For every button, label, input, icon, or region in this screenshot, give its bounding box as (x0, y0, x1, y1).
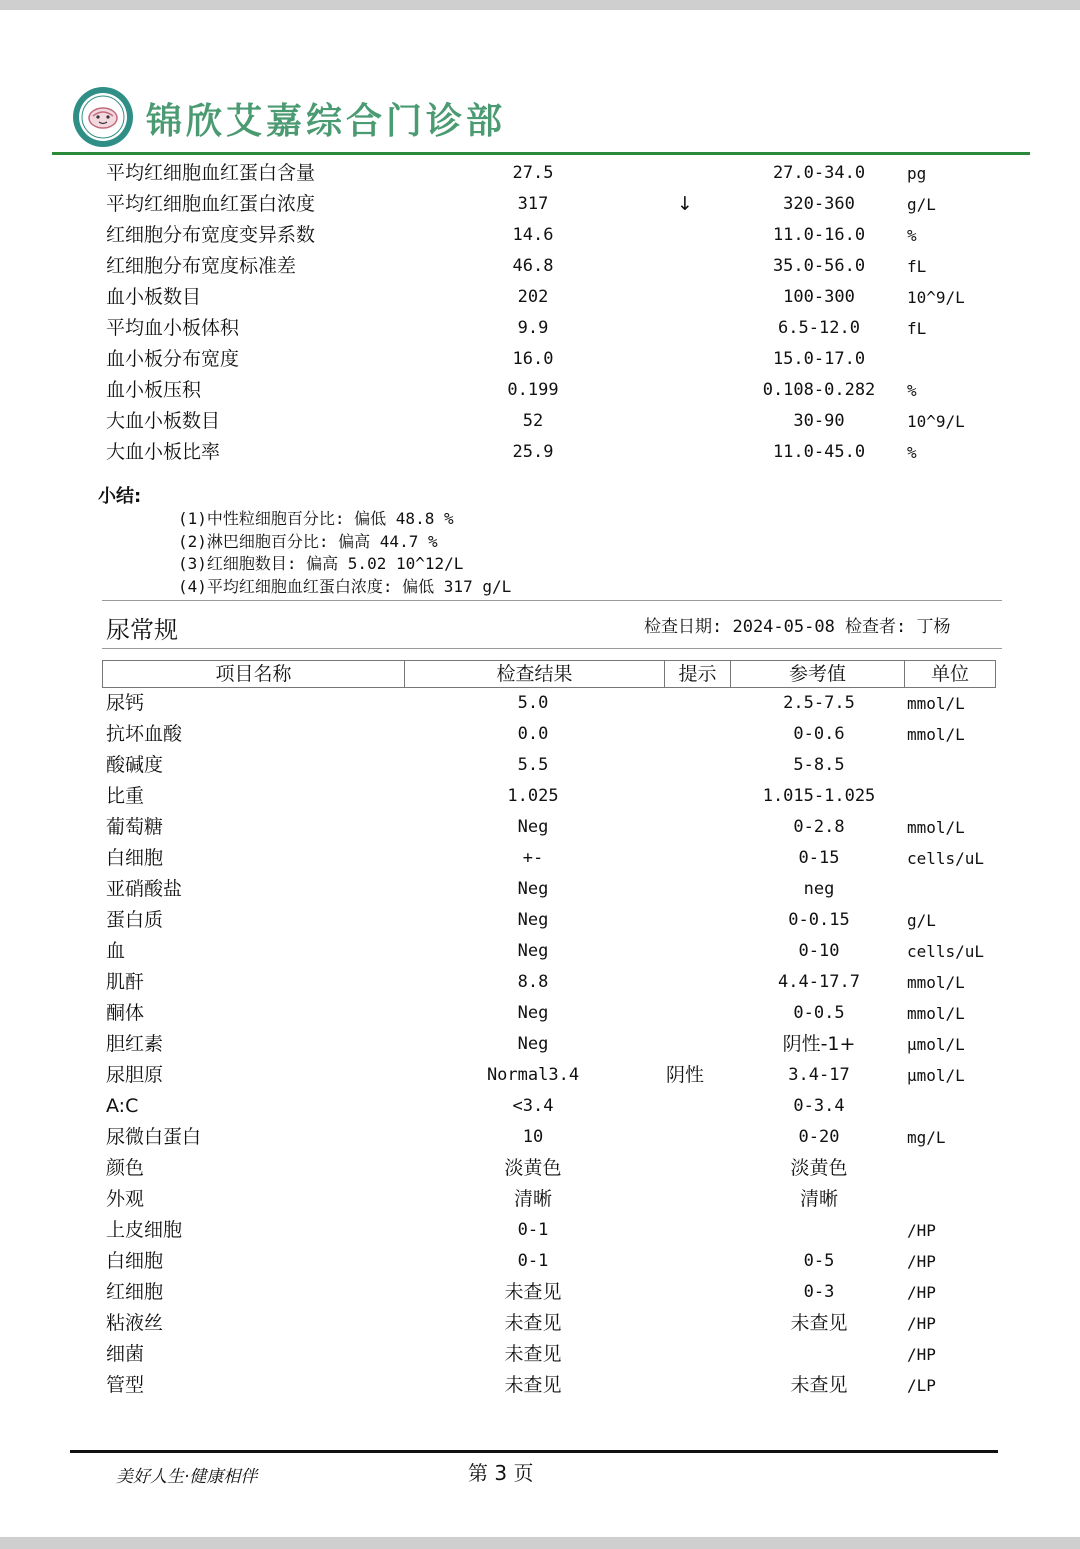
result-value: 14.6 (512, 225, 554, 245)
item-name: 上皮细胞 (106, 1219, 183, 1241)
table-header (102, 660, 996, 688)
item-name: 红细胞 (106, 1281, 164, 1303)
table-row (0, 1308, 1080, 1339)
section-title: 尿常规 (106, 616, 178, 644)
reference-range: 2.5-7.5 (783, 693, 855, 713)
reference-range: 阴性-1+ (782, 1033, 856, 1055)
table-row (0, 967, 1080, 998)
unit: 10^9/L (907, 412, 965, 431)
result-value: <3.4 (512, 1096, 554, 1116)
table-row (0, 1246, 1080, 1277)
table-row (0, 1184, 1080, 1215)
unit: % (907, 381, 917, 400)
reference-range: 淡黄色 (790, 1157, 848, 1179)
result-value: 未查见 (504, 1374, 562, 1396)
reference-range: 未查见 (790, 1312, 848, 1334)
unit: mmol/L (907, 1004, 965, 1023)
item-name: 外观 (106, 1188, 145, 1210)
reference-range: 6.5-12.0 (778, 318, 860, 338)
item-name: 粘液丝 (106, 1312, 164, 1334)
table-row (0, 843, 1080, 874)
bottom-scan-border (0, 1537, 1080, 1549)
result-value: 0.0 (517, 724, 549, 744)
item-name: 尿钙 (106, 692, 145, 714)
reference-range: 0-20 (798, 1127, 840, 1147)
result-value: 1.025 (507, 786, 559, 806)
result-value: 5.5 (517, 755, 549, 775)
result-value: Neg (517, 879, 549, 899)
reference-range: 清晰 (799, 1188, 838, 1210)
item-name: 抗坏血酸 (106, 723, 183, 745)
item-name: 颜色 (106, 1157, 145, 1179)
result-value: 0-1 (517, 1251, 549, 1271)
column-header-name: 项目名称 (103, 661, 405, 687)
unit: /HP (907, 1221, 936, 1240)
unit: cells/uL (907, 942, 985, 961)
reference-range: 0.108-0.282 (762, 380, 876, 400)
section-divider (102, 648, 1002, 649)
table-row (0, 781, 1080, 812)
reference-range: 1.015-1.025 (762, 786, 876, 806)
unit: mg/L (907, 1128, 946, 1147)
table-row (0, 282, 1080, 313)
result-value: 8.8 (517, 972, 549, 992)
table-row (0, 812, 1080, 843)
result-value: 16.0 (512, 349, 554, 369)
item-name: 白细胞 (106, 1250, 164, 1272)
table-row (0, 437, 1080, 468)
clinic-name: 锦欣艾嘉综合门诊部 (146, 100, 507, 142)
result-value: 25.9 (512, 442, 554, 462)
column-header-reference: 参考值 (731, 661, 905, 687)
result-value: 27.5 (512, 163, 554, 183)
item-name: 尿胆原 (106, 1064, 164, 1086)
item-name: 比重 (106, 785, 145, 807)
unit: μmol/L (907, 1066, 965, 1085)
reference-range: 27.0-34.0 (772, 163, 866, 183)
unit: mmol/L (907, 694, 965, 713)
result-value: Normal3.4 (486, 1065, 580, 1085)
reference-range: 0-3.4 (793, 1096, 845, 1116)
reference-range: 0-0.5 (793, 1003, 845, 1023)
table-row (0, 189, 1080, 220)
item-name: 肌酐 (106, 971, 145, 993)
result-value: 46.8 (512, 256, 554, 276)
result-value: Neg (517, 910, 549, 930)
reference-range: neg (803, 879, 835, 899)
item-name: 大血小板比率 (106, 441, 221, 463)
item-name: 血小板分布宽度 (106, 348, 240, 370)
reference-range: 0-10 (798, 941, 840, 961)
result-value: 317 (517, 194, 549, 214)
item-name: 血小板压积 (106, 379, 202, 401)
item-name: 白细胞 (106, 847, 164, 869)
result-value: 未查见 (504, 1281, 562, 1303)
item-name: 尿微白蛋白 (106, 1126, 202, 1148)
reference-range: 未查见 (790, 1374, 848, 1396)
hint-flag: ↓ (677, 193, 693, 215)
unit: mmol/L (907, 818, 965, 837)
unit: mmol/L (907, 725, 965, 744)
reference-range: 100-300 (783, 287, 855, 307)
summary-item: (1)中性粒细胞百分比: 偏低 48.8 % (178, 509, 454, 528)
item-name: 酮体 (106, 1002, 145, 1024)
table-row (0, 1153, 1080, 1184)
table-row (0, 1277, 1080, 1308)
summary-item: (2)淋巴细胞百分比: 偏高 44.7 % (178, 531, 438, 551)
item-name: A:C (106, 1095, 139, 1117)
page-number: 第 3 页 (468, 1461, 534, 1485)
table-row (0, 1215, 1080, 1246)
table-row (0, 688, 1080, 719)
reference-range: 0-0.6 (793, 724, 845, 744)
table-row (0, 905, 1080, 936)
table-row (0, 750, 1080, 781)
table-row (0, 251, 1080, 282)
item-name: 平均红细胞血红蛋白含量 (106, 162, 316, 184)
hint-flag: 阴性 (665, 1064, 704, 1086)
unit: % (907, 443, 917, 462)
unit: fL (907, 257, 927, 276)
footer-divider (70, 1450, 998, 1453)
result-value: 52 (522, 411, 544, 431)
reference-range: 3.4-17 (788, 1065, 850, 1085)
result-value: 9.9 (517, 318, 549, 338)
unit: /HP (907, 1314, 936, 1333)
result-value: Neg (517, 941, 549, 961)
table-row (0, 1091, 1080, 1122)
table-row (0, 344, 1080, 375)
unit: % (907, 226, 917, 245)
item-name: 红细胞分布宽度标准差 (106, 255, 297, 277)
summary-title: 小结: (98, 486, 142, 507)
reference-range: 0-15 (798, 848, 840, 868)
item-name: 大血小板数目 (106, 410, 221, 432)
table-row (0, 406, 1080, 437)
reference-range: 11.0-16.0 (772, 225, 866, 245)
summary-item: (3)红细胞数目: 偏高 5.02 10^12/L (178, 554, 464, 573)
table-row (0, 1122, 1080, 1153)
result-value: 未查见 (504, 1343, 562, 1365)
unit: pg (907, 164, 927, 183)
unit: /HP (907, 1252, 936, 1271)
summary-list (178, 508, 511, 598)
item-name: 亚硝酸盐 (106, 878, 183, 900)
item-name: 平均血小板体积 (106, 317, 240, 339)
section-divider (102, 600, 1002, 601)
header-divider (52, 152, 1030, 155)
table-row (0, 158, 1080, 189)
item-name: 管型 (106, 1374, 145, 1396)
result-value: 10 (522, 1127, 544, 1147)
column-header-hint: 提示 (665, 661, 731, 687)
reference-range: 4.4-17.7 (778, 972, 860, 992)
exam-meta: 检查日期: 2024-05-08 检查者: 丁杨 (644, 617, 951, 637)
unit: g/L (907, 911, 936, 930)
result-value: 淡黄色 (504, 1157, 562, 1179)
result-value: 202 (517, 287, 549, 307)
reference-range: 35.0-56.0 (772, 256, 866, 276)
result-value: 0-1 (517, 1220, 549, 1240)
item-name: 蛋白质 (106, 909, 164, 931)
table-row (0, 1370, 1080, 1401)
reference-range: 11.0-45.0 (772, 442, 866, 462)
table-row (0, 719, 1080, 750)
reference-range: 0-5 (803, 1251, 835, 1271)
result-value: 5.0 (517, 693, 549, 713)
item-name: 血小板数目 (106, 286, 202, 308)
item-name: 平均红细胞血红蛋白浓度 (106, 193, 316, 215)
top-scan-border (0, 0, 1080, 10)
reference-range: 0-3 (803, 1282, 835, 1302)
footer-slogan: 美好人生·健康相伴 (116, 1467, 258, 1487)
result-value: +- (522, 848, 544, 868)
unit: 10^9/L (907, 288, 965, 307)
reference-range: 5-8.5 (793, 755, 845, 775)
unit: /HP (907, 1345, 936, 1364)
unit: /LP (907, 1376, 936, 1395)
result-value: 清晰 (513, 1188, 552, 1210)
table-row (0, 998, 1080, 1029)
result-value: Neg (517, 1003, 549, 1023)
unit: fL (907, 319, 927, 338)
item-name: 细菌 (106, 1343, 145, 1365)
table-row (0, 874, 1080, 905)
table-row (0, 220, 1080, 251)
table-row (0, 1029, 1080, 1060)
table-row (0, 1339, 1080, 1370)
table-row (0, 375, 1080, 406)
result-value: 未查见 (504, 1312, 562, 1334)
reference-range: 0-2.8 (793, 817, 845, 837)
item-name: 葡萄糖 (106, 816, 164, 838)
item-name: 酸碱度 (106, 754, 164, 776)
reference-range: 320-360 (783, 194, 855, 214)
column-header-unit: 单位 (930, 663, 969, 685)
unit: cells/uL (907, 849, 985, 868)
item-name: 红细胞分布宽度变异系数 (106, 224, 316, 246)
reference-range: 15.0-17.0 (772, 349, 866, 369)
reference-range: 0-0.15 (788, 910, 850, 930)
column-header-result: 检查结果 (405, 661, 665, 687)
result-value: 0.199 (507, 380, 559, 400)
unit: /HP (907, 1283, 936, 1302)
unit: μmol/L (907, 1035, 965, 1054)
unit: g/L (907, 195, 936, 214)
clinic-logo-icon (72, 86, 134, 148)
summary-item: (4)平均红细胞血红蛋白浓度: 偏低 317 g/L (178, 576, 512, 596)
reference-range: 30-90 (793, 411, 845, 431)
result-value: Neg (517, 1034, 549, 1054)
item-name: 血 (106, 940, 126, 962)
table-row (0, 936, 1080, 967)
table-row (0, 1060, 1080, 1091)
result-value: Neg (517, 817, 549, 837)
table-row (0, 313, 1080, 344)
unit: mmol/L (907, 973, 965, 992)
item-name: 胆红素 (106, 1033, 164, 1055)
